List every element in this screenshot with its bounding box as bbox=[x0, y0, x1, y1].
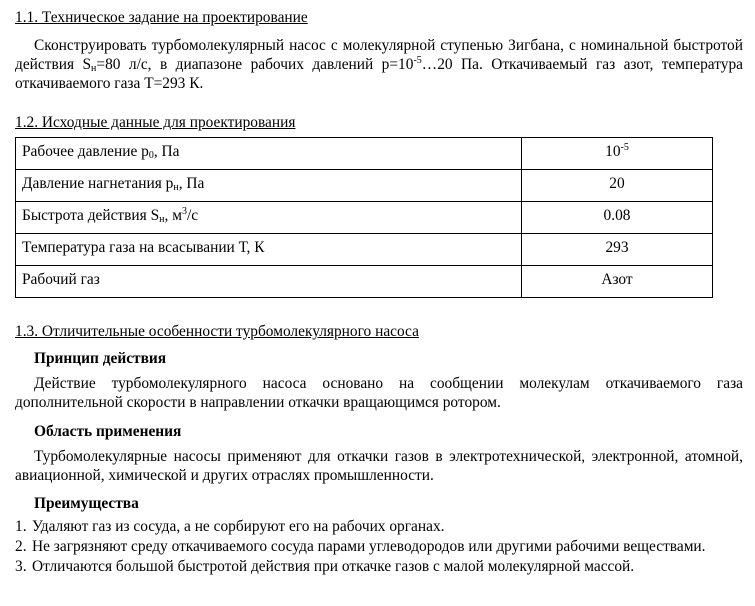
section-3-title: 1.3. Отличительные особенности турбомолекулярного насоса bbox=[15, 323, 419, 340]
task-sub-n: н bbox=[91, 63, 97, 74]
task-sup-exp: -5 bbox=[413, 55, 422, 66]
advantages-list bbox=[15, 517, 743, 577]
param-label: Рабочее давление $р_0$, Па bbox=[16, 138, 522, 170]
parameters-table bbox=[15, 137, 713, 298]
list-item: 1. Удаляют газ из сосуда, а не сорбируют его на рабочих органах. bbox=[15, 518, 445, 535]
param-value: $10^{-5}$ bbox=[522, 138, 713, 170]
table-row bbox=[16, 234, 713, 266]
advantages-heading: Преимущества bbox=[34, 495, 139, 512]
table-row bbox=[16, 138, 713, 170]
task-paragraph bbox=[15, 36, 743, 93]
list-item: 2. Не загрязняют среду откачиваемого сосуда парами углеводородов или другими рабочими веществами. bbox=[15, 538, 706, 555]
param-label: Давление нагнетания $р_н$, Па bbox=[16, 170, 522, 202]
task-text-b: =80 л/с, в диапазоне рабочих давлений р=10 bbox=[96, 56, 414, 73]
param-value: 293 bbox=[522, 234, 713, 266]
param-value: 0.08 bbox=[522, 202, 713, 234]
param-label: Температура газа на всасывании Т, К bbox=[16, 234, 522, 266]
table-row bbox=[16, 170, 713, 202]
param-value: 20 bbox=[522, 170, 713, 202]
table-row bbox=[16, 202, 713, 234]
scope-heading: Область применения bbox=[34, 423, 182, 440]
principle-heading: Принцип действия bbox=[34, 350, 167, 367]
param-label: Рабочий газ bbox=[16, 266, 522, 298]
task-text-c: …20 Па. Откачиваемый газ азот, температура откачиваемого газа Т=293 К. bbox=[15, 56, 743, 92]
principle-text: Действие турбомолекулярного насоса основано на сообщении молекулам откачиваемого газа дополнительной скорости в направлении откачки вращающимся ротором. bbox=[15, 375, 743, 411]
table-row bbox=[16, 266, 713, 298]
section-1-title: 1.1. Техническое задание на проектирование bbox=[15, 9, 308, 26]
scope-text: Турбомолекулярные насосы применяют для откачки газов в электротехнической, электронной, атомной, авиационной, химической и других отраслях промышленности. bbox=[15, 448, 743, 484]
section-2-title: 1.2. Исходные данные для проектирования bbox=[15, 114, 296, 131]
param-label: Быстрота действия $S_н$, $м^3/с$ bbox=[16, 202, 522, 234]
list-item: 3. Отличаются большой быстротой действия при откачке газов с малой молекулярной массой. bbox=[15, 558, 635, 575]
task-text-a: Сконструировать турбомолекулярный насос с молекулярной ступенью Зигбана, с номинальной быстротой действия S bbox=[15, 37, 743, 73]
param-value: Азот bbox=[522, 266, 713, 298]
